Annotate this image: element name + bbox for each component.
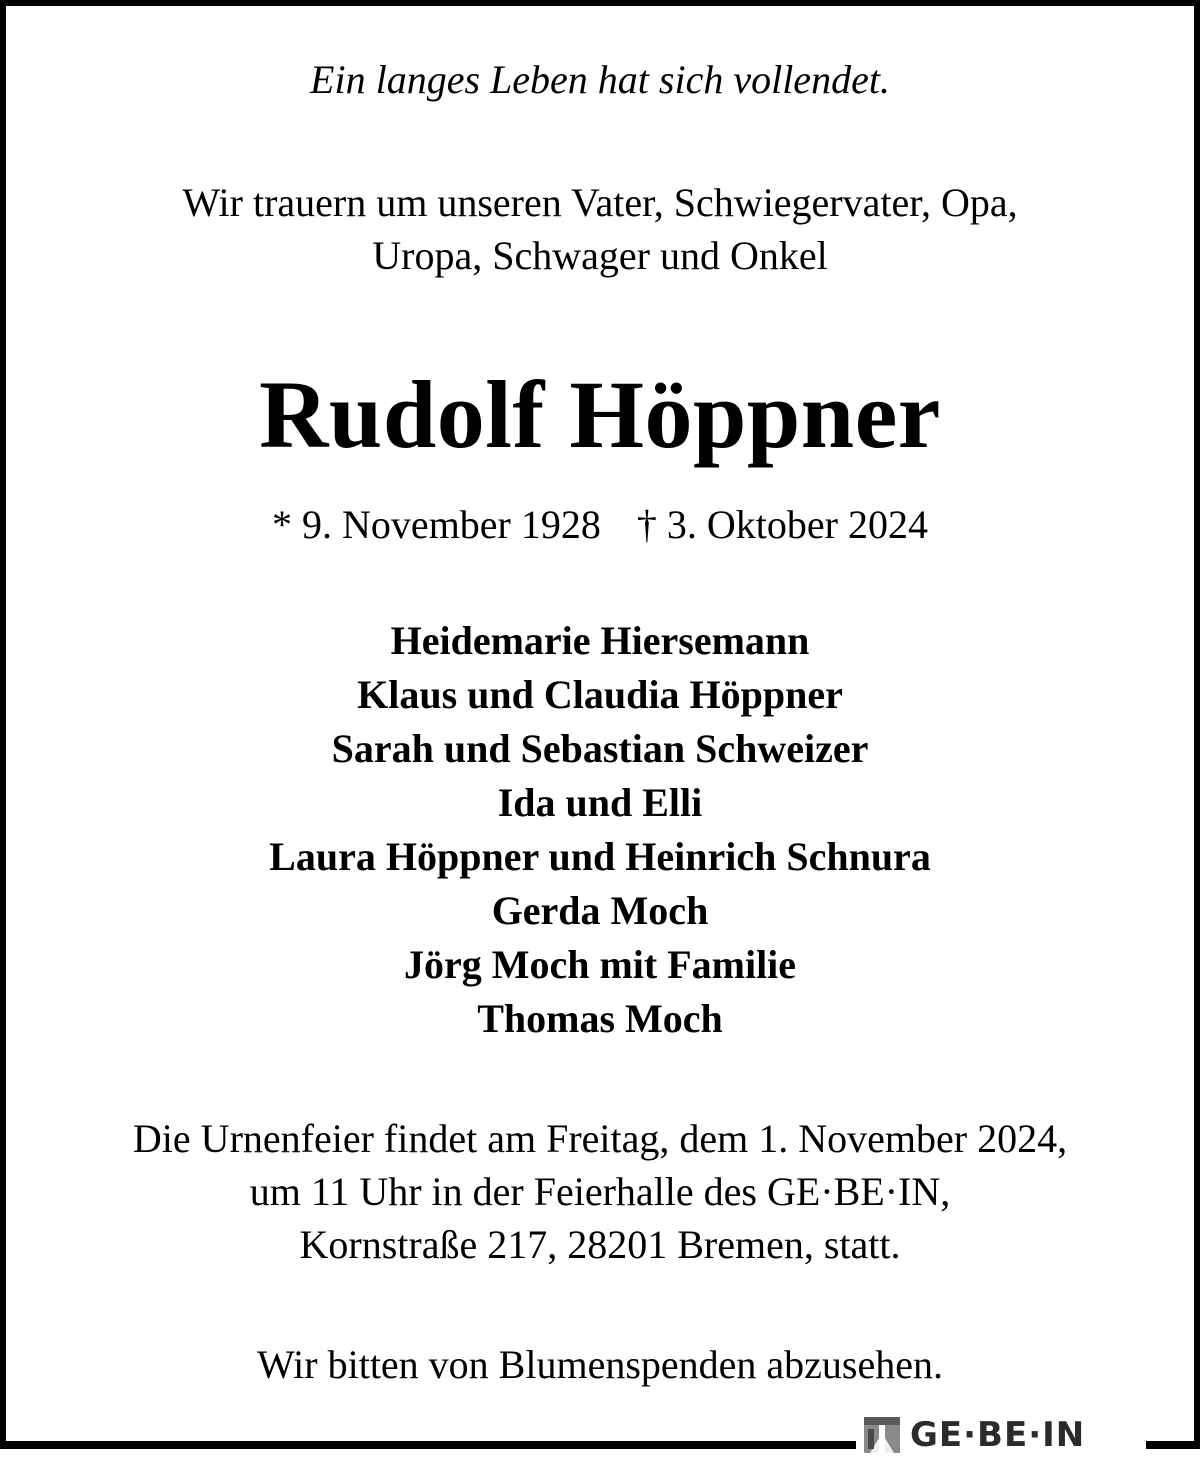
mourners-list [0, 614, 1200, 1046]
mourner: Gerda Moch [491, 888, 709, 933]
intro-line: Uropa, Schwager und Onkel [372, 233, 828, 278]
flower-request: Wir bitten von Blumenspenden abzusehen. [257, 1342, 943, 1387]
gebein-logo [862, 1413, 1085, 1457]
intro-text [0, 176, 1200, 282]
bottom-rule [0, 1441, 856, 1449]
ceremony-line: Die Urnenfeier findet am Freitag, dem 1. November 2024, [132, 1116, 1068, 1161]
mourner: Laura Höppner und Heinrich Schnura [269, 834, 931, 879]
mourner: Heidemarie Hiersemann [390, 618, 810, 663]
birth-date: * 9. November 1928 [272, 502, 601, 547]
mourner: Ida und Elli [497, 780, 703, 825]
mourner: Jörg Moch mit Familie [403, 942, 797, 987]
bottom-rule [1146, 1441, 1200, 1449]
deceased-name: Rudolf Höppner [259, 361, 941, 468]
mourner: Sarah und Sebastian Schweizer [331, 726, 869, 771]
motto: Ein langes Leben hat sich vollendet. [310, 57, 890, 102]
death-date: † 3. Oktober 2024 [636, 502, 928, 547]
logo-text: GE·BE·IN [910, 1415, 1086, 1455]
ceremony-info [0, 1112, 1200, 1271]
funeral-home-logo-icon [862, 1415, 902, 1455]
intro-line: Wir trauern um unseren Vater, Schwiegervater, Opa, [182, 180, 1018, 225]
ceremony-line: Kornstraße 217, 28201 Bremen, statt. [299, 1222, 901, 1267]
mourner: Thomas Moch [477, 996, 723, 1041]
mourner: Klaus und Claudia Höppner [357, 672, 843, 717]
ceremony-line: um 11 Uhr in der Feierhalle des GE·BE·IN, [249, 1169, 951, 1214]
life-dates [0, 499, 1200, 551]
